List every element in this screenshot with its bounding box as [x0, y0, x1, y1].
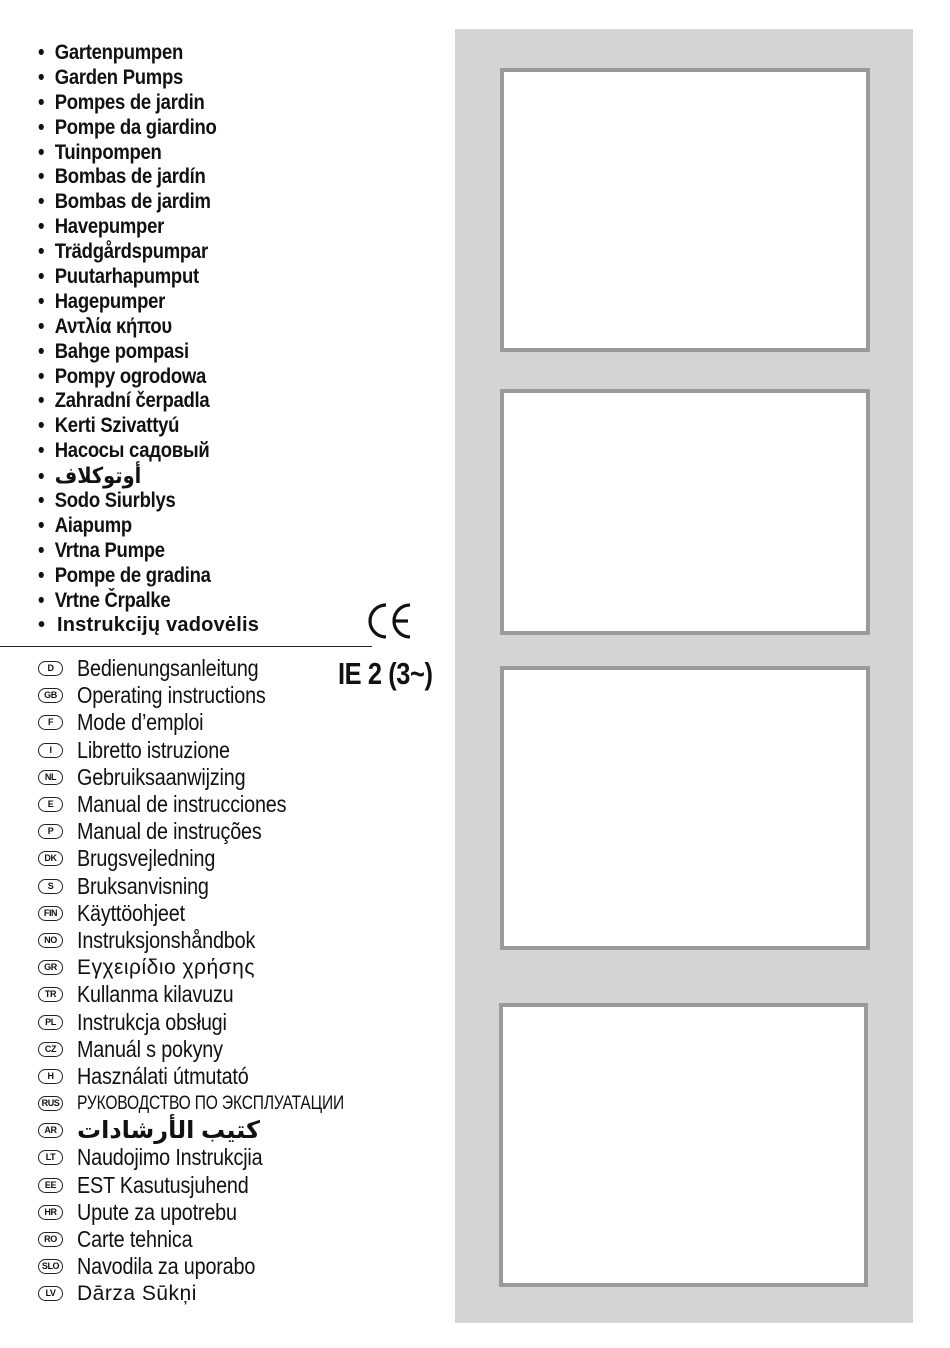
title-item	[38, 240, 233, 265]
bullet: •	[38, 165, 45, 189]
title-item	[38, 589, 233, 614]
title-text: Hagepumper	[54, 289, 166, 313]
title-text: أوتوكلاف	[54, 463, 142, 489]
manual-title: Mode d’emploi	[77, 709, 204, 736]
manual-title: Libretto istruzione	[77, 736, 230, 763]
ce-mark-icon	[364, 598, 416, 644]
manual-title: Brugsvejledning	[77, 845, 216, 872]
title-item	[38, 489, 233, 514]
title-text: Aiapump	[54, 513, 132, 537]
title-text: Αντλία κήπου	[54, 314, 172, 338]
bullet: •	[38, 289, 45, 313]
manual-title: РУКОВОДСТВО ПО ЭКСПЛУАТАЦИИ	[77, 1092, 345, 1114]
title-text: Vrtna Pumpe	[54, 538, 165, 562]
bullet: •	[38, 140, 45, 164]
title-text: Instrukcijų vadovėlis	[57, 614, 260, 637]
bullet: •	[38, 90, 45, 114]
manual-language-item	[38, 845, 403, 872]
title-item	[38, 365, 233, 390]
image-frame	[500, 68, 870, 352]
bullet: •	[38, 563, 45, 587]
title-item	[38, 315, 233, 340]
bullet: •	[38, 588, 45, 612]
title-text: Pompe de gradina	[54, 563, 211, 587]
manual-language-item	[38, 709, 403, 736]
title-text: Bombas de jardín	[54, 165, 206, 189]
manual-language-item	[38, 900, 403, 927]
title-text: Gartenpumpen	[54, 41, 183, 64]
manual-title: Carte tehnica	[77, 1226, 193, 1253]
language-code-badge: E	[38, 797, 63, 812]
title-item	[38, 141, 233, 166]
manual-title: Εγχειρίδιο χρήσης	[77, 955, 255, 979]
manual-language-item	[38, 873, 403, 900]
language-code-badge: FIN	[38, 906, 63, 921]
manual-language-item	[38, 1144, 403, 1171]
manual-title: EST Kasutusjuhend	[77, 1171, 249, 1198]
bullet: •	[38, 538, 45, 562]
title-text: Sodo Siurblys	[54, 489, 176, 513]
language-code-badge: HR	[38, 1205, 63, 1220]
title-text: Trädgårdspumpar	[54, 240, 208, 264]
manual-language-item	[38, 1008, 403, 1035]
bullet: •	[38, 190, 45, 214]
language-code-badge: PL	[38, 1015, 63, 1030]
title-item	[38, 165, 233, 190]
title-item	[38, 414, 233, 439]
manual-title: كتيب الأرشادات	[77, 1117, 260, 1145]
manual-title: Navodila za uporabo	[77, 1253, 256, 1280]
manual-language-list	[38, 655, 403, 1308]
title-item	[38, 464, 233, 489]
manual-title: Upute za upotrebu	[77, 1198, 237, 1225]
bullet: •	[38, 513, 45, 537]
manual-title: Manual de instrucciones	[77, 791, 287, 818]
manual-title: Operating instructions	[77, 682, 266, 709]
language-code-badge: AR	[38, 1123, 63, 1138]
manual-title: Dārza Sūkņi	[77, 1281, 197, 1305]
language-code-badge: NL	[38, 770, 63, 785]
manual-title: Bruksanvisning	[77, 872, 209, 899]
manual-language-item	[38, 1199, 403, 1226]
title-item	[38, 290, 233, 315]
language-code-badge: H	[38, 1069, 63, 1084]
bullet: •	[38, 115, 45, 139]
title-text: Garden Pumps	[54, 65, 184, 89]
bullet: •	[38, 215, 45, 239]
manual-language-item	[38, 655, 403, 682]
manual-title: Kullanma kilavuzu	[77, 981, 234, 1008]
manual-title: Naudojimo Instrukcjia	[77, 1144, 263, 1171]
title-text: Насосы садовый	[54, 439, 210, 463]
language-code-badge: F	[38, 715, 63, 730]
title-text: Bahge pompasi	[54, 339, 189, 363]
bullet: •	[38, 240, 45, 264]
title-item	[38, 41, 233, 66]
language-code-badge: EE	[38, 1178, 63, 1193]
title-item	[38, 539, 233, 564]
bullet: •	[38, 265, 45, 289]
manual-language-item	[38, 737, 403, 764]
language-code-badge: RO	[38, 1232, 63, 1247]
manual-language-item	[38, 1117, 403, 1144]
bullet: •	[38, 614, 46, 637]
manual-title: Instruksjonshåndbok	[77, 926, 256, 953]
title-text: Pompes de jardin	[54, 90, 205, 114]
bullet: •	[38, 364, 45, 388]
manual-language-item	[38, 818, 403, 845]
language-code-badge: RUS	[38, 1096, 63, 1111]
bullet: •	[38, 65, 45, 89]
manual-title: Gebruiksaanwijzing	[77, 763, 246, 790]
manual-language-item	[38, 791, 403, 818]
title-text: Vrtne Črpalke	[54, 588, 171, 612]
title-text: Pompy ogrodowa	[54, 364, 207, 388]
title-text: Tuinpompen	[54, 140, 162, 164]
manual-language-item	[38, 1090, 403, 1117]
manual-language-item	[38, 1280, 403, 1307]
title-item	[38, 265, 233, 290]
language-code-badge: LT	[38, 1150, 63, 1165]
manual-title: Manuál s pokyny	[77, 1035, 223, 1062]
bullet: •	[38, 465, 45, 489]
product-title-list	[38, 41, 259, 638]
language-code-badge: DK	[38, 851, 63, 866]
manual-title: Használati útmutató	[77, 1062, 249, 1089]
divider	[0, 646, 372, 647]
language-code-badge: S	[38, 879, 63, 894]
title-text: Pompe da giardino	[54, 115, 217, 139]
title-item	[38, 215, 233, 240]
title-item	[38, 514, 233, 539]
bullet: •	[38, 489, 45, 513]
title-item	[38, 91, 233, 116]
bullet: •	[38, 389, 45, 413]
image-frame	[500, 666, 870, 950]
manual-title: Käyttöohjeet	[77, 899, 185, 926]
title-item	[38, 613, 259, 638]
image-frame	[499, 1003, 868, 1287]
title-text: Kerti Szivattyú	[54, 414, 180, 438]
manual-language-item	[38, 1253, 403, 1280]
language-code-badge: GR	[38, 960, 63, 975]
language-code-badge: P	[38, 824, 63, 839]
language-code-badge: CZ	[38, 1042, 63, 1057]
efficiency-class-label: IE 2 (3~)	[338, 656, 433, 691]
bullet: •	[38, 439, 45, 463]
title-item	[38, 439, 233, 464]
manual-title: Manual de instruções	[77, 818, 262, 845]
language-code-badge: D	[38, 661, 63, 676]
bullet: •	[38, 339, 45, 363]
title-text: Bombas de jardim	[54, 190, 211, 214]
manual-language-item	[38, 1226, 403, 1253]
title-item	[38, 564, 233, 589]
manual-language-item	[38, 682, 403, 709]
language-code-badge: LV	[38, 1286, 63, 1301]
language-code-badge: TR	[38, 987, 63, 1002]
title-text: Puutarhapumput	[54, 265, 199, 289]
bullet: •	[38, 41, 45, 64]
title-item	[38, 116, 233, 141]
manual-language-item	[38, 764, 403, 791]
manual-language-item	[38, 927, 403, 954]
manual-language-item	[38, 1036, 403, 1063]
language-code-badge: NO	[38, 933, 63, 948]
manual-language-item	[38, 981, 403, 1008]
title-text: Zahradní čerpadla	[54, 389, 210, 413]
bullet: •	[38, 414, 45, 438]
manual-title: Instrukcja obsługi	[77, 1008, 227, 1035]
title-item	[38, 389, 233, 414]
language-code-badge: I	[38, 743, 63, 758]
image-frame	[500, 389, 870, 635]
manual-title: Bedienungsanleitung	[77, 655, 259, 682]
title-item	[38, 340, 233, 365]
language-code-badge: SLO	[38, 1259, 63, 1274]
title-item	[38, 190, 233, 215]
bullet: •	[38, 314, 45, 338]
title-item	[38, 66, 233, 91]
manual-language-item	[38, 1172, 403, 1199]
manual-language-item	[38, 954, 403, 981]
manual-language-item	[38, 1063, 403, 1090]
language-code-badge: GB	[38, 688, 63, 703]
title-text: Havepumper	[54, 215, 165, 239]
